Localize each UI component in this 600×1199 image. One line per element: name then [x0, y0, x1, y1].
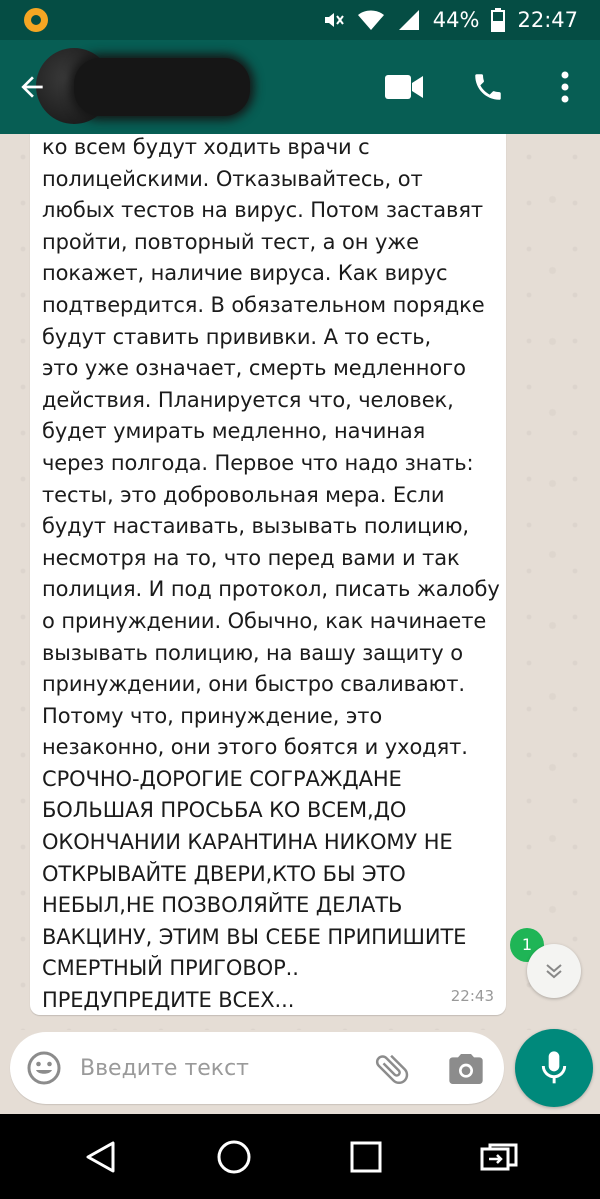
message-line: будут ставить прививки. А то есть, — [42, 324, 432, 349]
screen-cast-icon — [479, 1140, 519, 1174]
contact-name[interactable] — [74, 58, 250, 116]
message-line: полиция. И под протокол, писать жалобу — [42, 577, 500, 602]
signal-icon — [397, 8, 421, 32]
paperclip-icon — [372, 1049, 412, 1089]
message-text — [42, 134, 502, 1017]
message-line: ПРЕДУПРЕДИТЕ ВСЕХ... — [42, 988, 295, 1013]
chat-header — [0, 40, 600, 134]
unread-count-badge: 1 — [510, 928, 544, 962]
mic-icon — [538, 1050, 570, 1086]
status-bar — [0, 0, 600, 40]
message-line: принуждении, они быстро сваливают. — [42, 672, 465, 697]
scroll-to-bottom-button[interactable] — [527, 944, 581, 998]
message-line: незаконно, они этого боятся и уходят. — [42, 735, 468, 760]
status-indicators — [321, 6, 578, 34]
message-bubble[interactable] — [30, 134, 506, 1015]
emoji-icon — [26, 1050, 62, 1086]
message-line: ВАКЦИНУ, ЭТИМ ВЫ СЕБЕ ПРИПИШИТЕ — [42, 924, 467, 949]
voice-call-icon — [471, 70, 505, 104]
message-line: о принуждении. Обычно, как начинаете — [42, 608, 487, 633]
message-line: будет умирать медленно, начиная — [42, 419, 426, 444]
message-line: вызывать полицию, на вашу защиту о — [42, 640, 463, 665]
message-line: Потому что, принуждение, это — [42, 703, 383, 728]
camera-icon — [446, 1049, 486, 1089]
back-triangle-icon — [84, 1140, 118, 1174]
battery-percent: 44% — [432, 8, 480, 32]
wifi-icon — [357, 8, 385, 32]
message-line: ОТКРЫВАЙТЕ ДВЕРИ,КТО БЫ ЭТО — [42, 861, 406, 886]
more-options-button[interactable] — [530, 40, 600, 134]
message-line: БОЛЬШАЯ ПРОСЬБА КО ВСЕМ,ДО — [42, 798, 407, 823]
clock: 22:47 — [517, 8, 578, 32]
home-circle-icon — [216, 1139, 252, 1175]
message-time: 22:43 — [450, 987, 494, 1005]
message-line: через полгода. Первое что надо знать: — [42, 450, 474, 475]
arrow-back-icon — [16, 71, 48, 103]
system-nav-bar — [0, 1114, 600, 1199]
nav-home-button[interactable] — [211, 1134, 257, 1180]
double-chevron-down-icon — [542, 959, 566, 983]
nav-screen-cast-button[interactable] — [476, 1134, 522, 1180]
message-line: тесты, это добровольная мера. Если — [42, 482, 445, 507]
mute-icon — [321, 8, 345, 32]
battery-icon — [491, 8, 505, 32]
message-line: это уже означает, смерть медленного — [42, 356, 466, 381]
more-vert-icon — [560, 71, 570, 103]
message-line: ко всем будут ходить врачи с — [42, 135, 370, 159]
message-line: СРОЧНО-ДОРОГИЕ СОГРАЖДАНЕ — [42, 766, 402, 791]
chat-area[interactable] — [0, 134, 600, 1030]
app-notification-icon — [24, 8, 48, 32]
message-line: подтвердится. В обязательном порядке — [42, 292, 485, 317]
message-composer — [10, 1032, 504, 1104]
message-line: полицейскими. Отказывайтесь, от — [42, 166, 423, 191]
nav-recents-button[interactable] — [343, 1134, 389, 1180]
message-line: любых тестов на вирус. Потом заставят — [42, 198, 483, 223]
nav-back-button[interactable] — [78, 1134, 124, 1180]
message-line: ОКОНЧАНИИ КАРАНТИНА НИКОМУ НЕ — [42, 830, 453, 855]
message-line: несмотря на то, что перед вами и так — [42, 545, 460, 570]
message-line: пройти, повторный тест, а он уже — [42, 229, 419, 254]
message-line: СМЕРТНЫЙ ПРИГОВОР.. — [42, 956, 299, 981]
attach-button[interactable] — [372, 1049, 412, 1089]
message-line: покажет, наличие вируса. Как вирус — [42, 261, 448, 286]
message-line: будут настаивать, вызывать полицию, — [42, 514, 470, 539]
message-line: НЕБЫЛ,НЕ ПОЗВОЛЯЙТЕ ДЕЛАТЬ — [42, 893, 403, 918]
video-call-icon — [385, 74, 423, 100]
recents-square-icon — [350, 1141, 382, 1173]
back-button[interactable] — [8, 63, 56, 111]
voice-record-button[interactable] — [515, 1029, 593, 1107]
camera-button[interactable] — [446, 1049, 486, 1089]
message-input[interactable] — [80, 1046, 350, 1090]
message-line: действия. Планируется что, человек, — [42, 387, 454, 412]
emoji-button[interactable] — [26, 1050, 62, 1086]
voice-call-button[interactable] — [446, 40, 530, 134]
video-call-button[interactable] — [362, 40, 446, 134]
